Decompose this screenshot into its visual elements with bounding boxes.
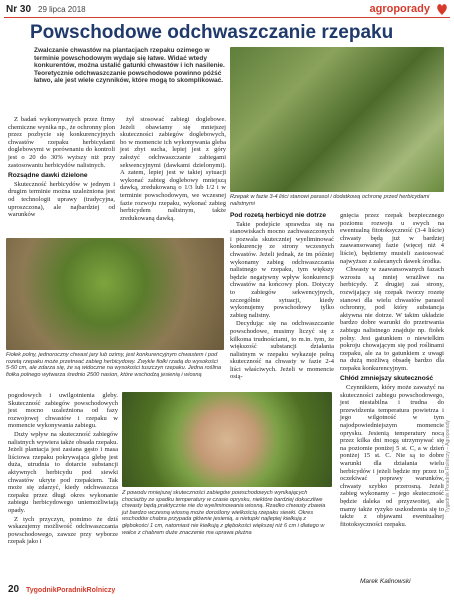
paragraph: Skuteczność herbicydów w jednym i drugim terminie można uzależniona jest od technologii uprawy (tradycyjna, uproszczona), ale najbardziej od warunków [8,180,115,219]
issue-date: 29 lipca 2018 [38,5,86,14]
weed-in-hand-photo [122,392,332,487]
subheading-cold: Chłód zmniejszy skuteczność [340,375,434,383]
brand-name: agroporady [369,3,430,15]
paragraph: Z tych przyczyn, pomimo że dziś wskazujemy możliwość odchwaszczania powschodowego, zawsze przy wyborze rzepak jako i [8,515,118,546]
article-title: Powschodowe odchwaszczanie rzepaku [30,22,394,43]
issue-number: Nr 30 [6,4,32,15]
paragraph: Takie podejście sprawdza się na stanowiskach mocno zachwaszczonych i pozwala skuteczniej wyeliminować konkurencję ze strony wczesnych chwastów. Jeżeli jednak, że im później wykonamy zabieg odchwaszczania nalistnego w rzepaku, tym większy będzie negatywny wpływ konkurencji chwastów na końcowy plon. Dotyczy to zabiegów sekwencyjnych, szczególnie sytuacji, kiedy wykonujemy powschodowy tylko zabieg nalistny. [230,220,334,319]
magazine-name: TygodnikPoradnikRolniczy [26,587,116,594]
paragraph: Decydując się na odchwaszczanie powschodowe, musimy liczyć się z kilkoma trudnościami, to m.in. tym, że większość substancji działania nalistnym w rzepaku wykazuje pełną skuteczność na chwasty w fazie 2-4 liści właściwych. Jeżeli w momencie osią- [230,320,334,381]
paragraph: żył stosować zabiegi doglebowe. Jeżeli obawiamy się mniejszej skuteczności zabiegów doglebowych, bo w momencie ich wykonywania gleba jest zbyt sucha, lepiej jest z góry założyć odchwaszczanie zabiegami sekwencyjnymi (dawkami dzielonymi). A zatem, lepiej jest w takiej sytuacji wykonać zabieg doglebowy mniejszą dawką, zredukowaną o 1/3 lub 1/2 i w terminie powschodowym, we wczesnej fazie rozwoju rzepaku, wykonać zabieg herbicydem nalistnym, także zredukowaną dawką. [120,116,226,222]
paragraph: Czynnikiem, który może zaważyć na skuteczności zabiegu powschodowego, jest niestabilna i trudna do przewidzenia temperatura powietrza i jego wilgotność w tym najodpowiedniejszym momencie oprysku. Jesienią temperatury nocą przez kilka dni mogą utrzymywać się na poziomie poniżej 5 st. C, a w dzień poniżej 15 st. C. Nie są to dobre warunki dla działania wielu herbicydów i jeżeli będzie my przez to oczekiwać poprawy warunków, chwasty szybko przerosną. Jeżeli zabieg wykonamy – jego skuteczność będzie daleka od przyzwoitej, ale mamy także ryzyko uszkodzenia się to także z objawami ewentualnej fitotoksyczności rzepaku. [340,384,444,528]
rapeseed-photo [230,47,444,192]
column-4 [340,212,444,529]
paragraph: Chwasty w zaawansowanych fazach wzrostu są mniej wrażliwe na herbicydy. Z drugiej zaś strony, rozwijający się rzepak tworzy rozetę stanowi dla wielu chwastów parasol ochronny, pod który substancja aktywna nie dotrze. W takim układzie bardzo dobre warunki do przetrwania zabiegu nalistnego znajduje np. fiołek polny. Jest gatunkiem o niewielkim pokroju chowającym się pod roślinami rzepaku, ale za to gatunkiem z uwagi na dużą możliwą obsadę bardzo dla rzepaku konkurencyjnym. [340,266,444,372]
column-3 [230,212,334,382]
column-2-upper [120,116,226,223]
column-1-lower [8,392,118,547]
side-vertical-text: Tygodnik Poradnik Rolniczy – Agroporady [445,420,451,513]
paragraph: Z badań wykonywanych przez firmy chemiczne wynika np., że ochronny plon przez pozbycie się konkurencyjnych chwastów rzepaku herbicydami doglebowymi w porównaniu do kontroli jest o 20 do 30% wyższy niż przy zastosowaniu herbicydów nalistnych. [8,116,115,169]
paragraph: Duży wpływ na skuteczność zabiegów nalistnych wywiera także obsada rzepaku. Jeżeli plantacja jest zasiana gęsto i masa liściowa rzepaku pokrywająca glebę jest duża, utrudnia to dotarcie substancji aktywnych herbicydu pod siewki chwastów ukryte pod rzepakiem. Tak może się zdarzyć, kiedy odchwaszcza rzepaku przez długi okres wykonanie zabiegu herbicydowego uniemożliwiają opady. [8,430,118,514]
subheading-split-doses: Rozsądne dawki dzielone [8,172,88,180]
caption-field-pansy: Fiołek polny, jednoroczny chwast jary lub ozimy, jest konkurencyjnym chwastem i pod rozetą rzepaku może przetrwać zabieg herbicydowy. Zwykle fiołki rzadą do wysokości 5-50 cm, ale zdarza się, że są widoczne na wysokości tuszczyn rzepaku. Jedna roślina fiołka polnego wytwarza średnio 2500 nasion, które wschodzą jesienią i wiosną [6,352,222,378]
paragraph: pogodowych i uwilgotnienia gleby. Skuteczność zabiegów powschodowych jest mocno uzależniona od fazy rozwojowej chwastów i rzepaku w momencie wykonywania zabiegu. [8,392,118,430]
article-lead: Zwalczanie chwastów na plantacjach rzepaku ozimego w terminie powschodowym wydaje się łatwe. Widać wtedy konkurentów, można ustalić gatunki chwastów i ich nasilenie. Teoretycznie odchwaszczanie powschodowe powinno póżść łatwo, ale jest wiele czynników, które mogą to skomplikować. [34,47,225,85]
brand-logo-icon [434,1,450,17]
page-number: 20 [8,584,20,595]
header-rule [4,17,450,18]
caption-rapeseed: Rzepak w fazie 3-4 liści stanowi parasol i dodatkową ochronę przed herbicydami nalistnymi [230,194,430,207]
author-name: Marek Kalinowski [360,578,411,585]
paragraph: gnięcia przez rzepak bezpiecznego poziomu rozwoju u swych na ewentualną fitotoksyczność (3-4 liście) chwasty będą już w bardziej zaawansowanej fazie (więcej niż 4 liście), będziemy musieli zastosować najwyższe z zalecanych dawek środka. [340,212,444,265]
field-pansy-photo [6,238,224,350]
subheading-under-rosette: Pod rozetą herbicyd nie dotrze [230,212,326,219]
column-1-upper [8,116,115,220]
caption-cornflower: Z powodu mniejszej skuteczności zabiegów powschodowych wynikających chociażby ze spadku temperatury w czasie oprysku, niektóre bardziej dokuczliwe chwasty będą praktycznie nie do wyeliminowania wiosną. Rzadko chwasty zbawia jut bardzo wczesną wiosną może doroślony wielkością rzepaku siewki. Okres wschodów chabra przypada głównie jesienią, a nietupki najlepiej kiełkują z głębokości 1 cm, natomiast nie kiełkują z głębokości większej niż 6 cm i dlatego w walce z chabrem duże znaczenie ma uprawa płużna [122,490,326,536]
